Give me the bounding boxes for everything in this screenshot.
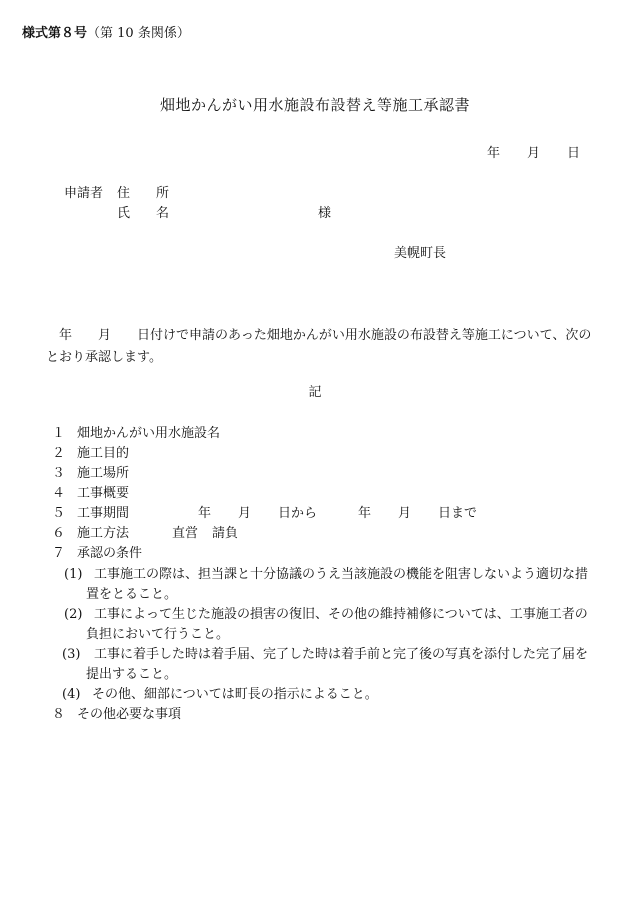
item-number: ５ [52,506,66,521]
condition-number: (1) [64,567,83,582]
list-item [52,444,129,464]
form-number-article: （第 10 条関係） [87,26,190,41]
ki-heading: 記 [308,385,322,400]
item-number: １ [52,426,66,441]
method-direct: 直営 [172,526,199,541]
item-label: 施工目的 [77,446,130,461]
list-item [52,424,220,444]
item-label: 施工場所 [77,466,130,481]
applicant-label: 申請者 [64,186,104,201]
item-label: 畑地かんがい用水施設名 [77,426,221,441]
item-number: ３ [52,466,66,481]
item-label: 施工方法 [77,526,130,541]
item-number: ４ [52,486,66,501]
condition-text: 工事によって生じた施設の損害の復旧、その他の維持補修については、工事施工者の [94,607,588,622]
condition-number: (3) [62,647,81,662]
form-number-bold: 様式第８号 [22,26,88,41]
item-label: 工事期間 [77,506,130,521]
condition-text-cont: 提出すること。 [86,667,178,682]
condition-number: (4) [62,687,81,702]
condition-text-cont: 負担において行うこと。 [86,627,230,642]
item-number: ８ [52,707,66,722]
condition-text: 工事に着手した時は着手届、完了した時は着手前と完了後の写真を添付した完了届を [94,647,589,662]
list-item [52,484,129,504]
date-day: 日 [567,146,581,161]
date-month: 月 [527,146,541,161]
approval-statement-line2: とおり承認します。 [46,350,162,365]
issuer-mayor: 美幌町長 [394,246,447,261]
approval-statement-line1: 年 月 日付けで申請のあった畑地かんがい用水施設の布設替え等施工について、次の [46,328,592,343]
form-number [22,26,190,42]
item-number: ２ [52,446,66,461]
document-title: 畑地かんがい用水施設布設替え等施工承認書 [159,96,470,114]
date-year: 年 [487,146,501,161]
honorific-sama: 様 [318,206,332,221]
name-label: 氏 名 [117,206,170,221]
condition-number: (2) [64,607,83,622]
item-label: 工事概要 [77,486,130,501]
method-contract: 請負 [212,526,239,541]
list-item [52,464,129,484]
period-month-start: 月 [238,506,252,521]
list-item [52,544,142,564]
list-item [52,504,129,524]
approval-statement [46,325,614,369]
period-to: 日まで [438,506,478,521]
item-label: 承認の条件 [77,546,143,561]
condition-text: 工事施工の際は、担当課と十分協議のうえ当該施設の機能を阻害しないよう適切な措 [94,567,589,582]
period-from: 日から [278,506,318,521]
item-number: ７ [52,546,66,561]
condition-text: その他、細部については町長の指示によること。 [92,687,378,702]
period-year-start: 年 [198,506,212,521]
list-item [52,705,181,725]
period-month-end: 月 [398,506,412,521]
period-year-end: 年 [358,506,372,521]
item-number: ６ [52,526,66,541]
item-label: その他必要な事項 [77,707,182,722]
address-label: 住 所 [117,186,170,201]
condition-text-cont: 置をとること。 [86,587,178,602]
list-item [52,524,129,544]
